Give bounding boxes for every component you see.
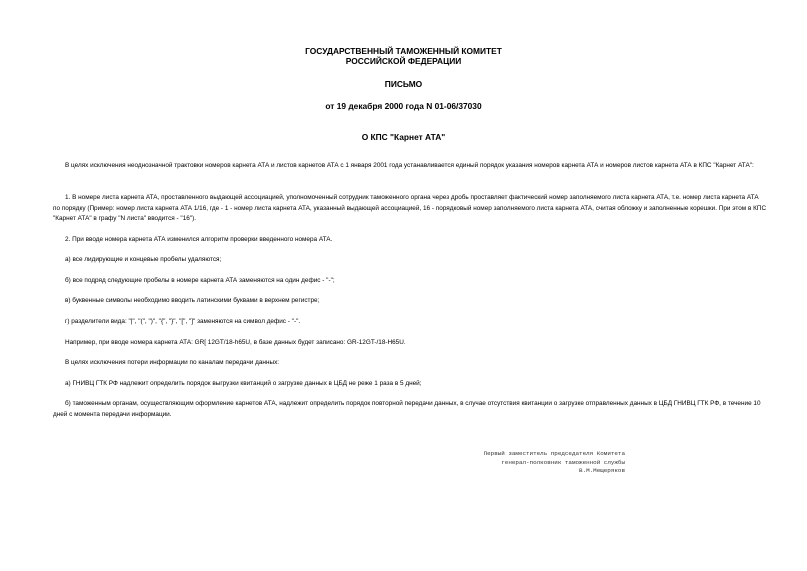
paragraph-1: 1. В номере листа карнета АТА, проставленного выдающей ассоциацией, уполномоченный сотрудник таможенного органа через дробь проставляет фактический номер заполняемого листа карнета АТА, т.е. номер листа карнета АТА по порядку (Пример: номер листа карнета АТА 1/16, где - 1 - номер листа карнета АТА, указанный выдающей ассоциацией, 16 - порядковый номер заполняемого листа карнета АТА, считая обложку и заполненные корешки. При этом в КПС "Карнет АТА" в графу "N листа" вводится - "16"). <box>53 194 767 222</box>
paragraph-2b: б) все подряд следующие пробелы в номере карнета АТА заменяются на один дефис - "-"; <box>65 277 335 284</box>
intro-paragraph: В целях исключения неоднозначной трактовки номеров карнета АТА и листов карнетов АТА с 1 января 2001 года устанавливается единый порядок указания номеров карнета АТА и номеров листов карнета АТА в КПС "Карнет АТА": <box>65 162 754 169</box>
paragraph-2: 2. При вводе номера карнета АТА изменился алгоритм проверки введенного номера АТА. <box>65 236 333 243</box>
document-type: ПИСЬМО <box>384 79 423 89</box>
example-paragraph: Например, при вводе номера карнета АТА: GR[ 12GT/18-h65U, в базе данных будет записано: GR-12GT-/18-H65U. <box>65 339 406 346</box>
issuer-line-2: РОССИЙСКОЙ ФЕДЕРАЦИИ <box>345 56 462 66</box>
paragraph-2a: а) все лидирующие и концевые пробелы удаляются; <box>65 256 222 263</box>
data-loss-item-a: а) ГНИВЦ ГТК РФ надлежит определить порядок выгрузки квитанций о загрузке данных в ЦБД не реже 1 раза в 5 дней; <box>65 380 422 387</box>
issuer-line-1: ГОСУДАРСТВЕННЫЙ ТАМОЖЕННЫЙ КОМИТЕТ <box>305 46 502 56</box>
signer-name: В.М.Мещеряков <box>579 467 625 474</box>
document-subject: О КПС "Карнет АТА" <box>361 132 446 142</box>
data-loss-intro: В целях исключения потери информации по каналам передачи данных: <box>65 359 280 366</box>
data-loss-item-b: б) таможенным органам, осуществляющим оформление карнетов АТА, надлежит определить порядок повторной передачи данных, в случае отсутствия квитанции о загрузке отправленных данных в ЦБД ГНИВЦ ГТК РФ, в течение 10 дней с момента передачи информации. <box>53 400 761 418</box>
paragraph-2d: г) разделители вида: "|", "(", ")", "{", "}", "[", "]" заменяются на символ дефис - "-". <box>65 318 301 325</box>
signer-position: Первый заместитель председателя Комитета <box>483 450 625 457</box>
signer-rank: генерал-полковник таможенной службы <box>501 459 625 466</box>
document-date-number: от 19 декабря 2000 года N 01-06/37030 <box>325 101 482 111</box>
paragraph-2c: в) буквенные символы необходимо вводить латинскими буквами в верхнем регистре; <box>65 297 320 304</box>
